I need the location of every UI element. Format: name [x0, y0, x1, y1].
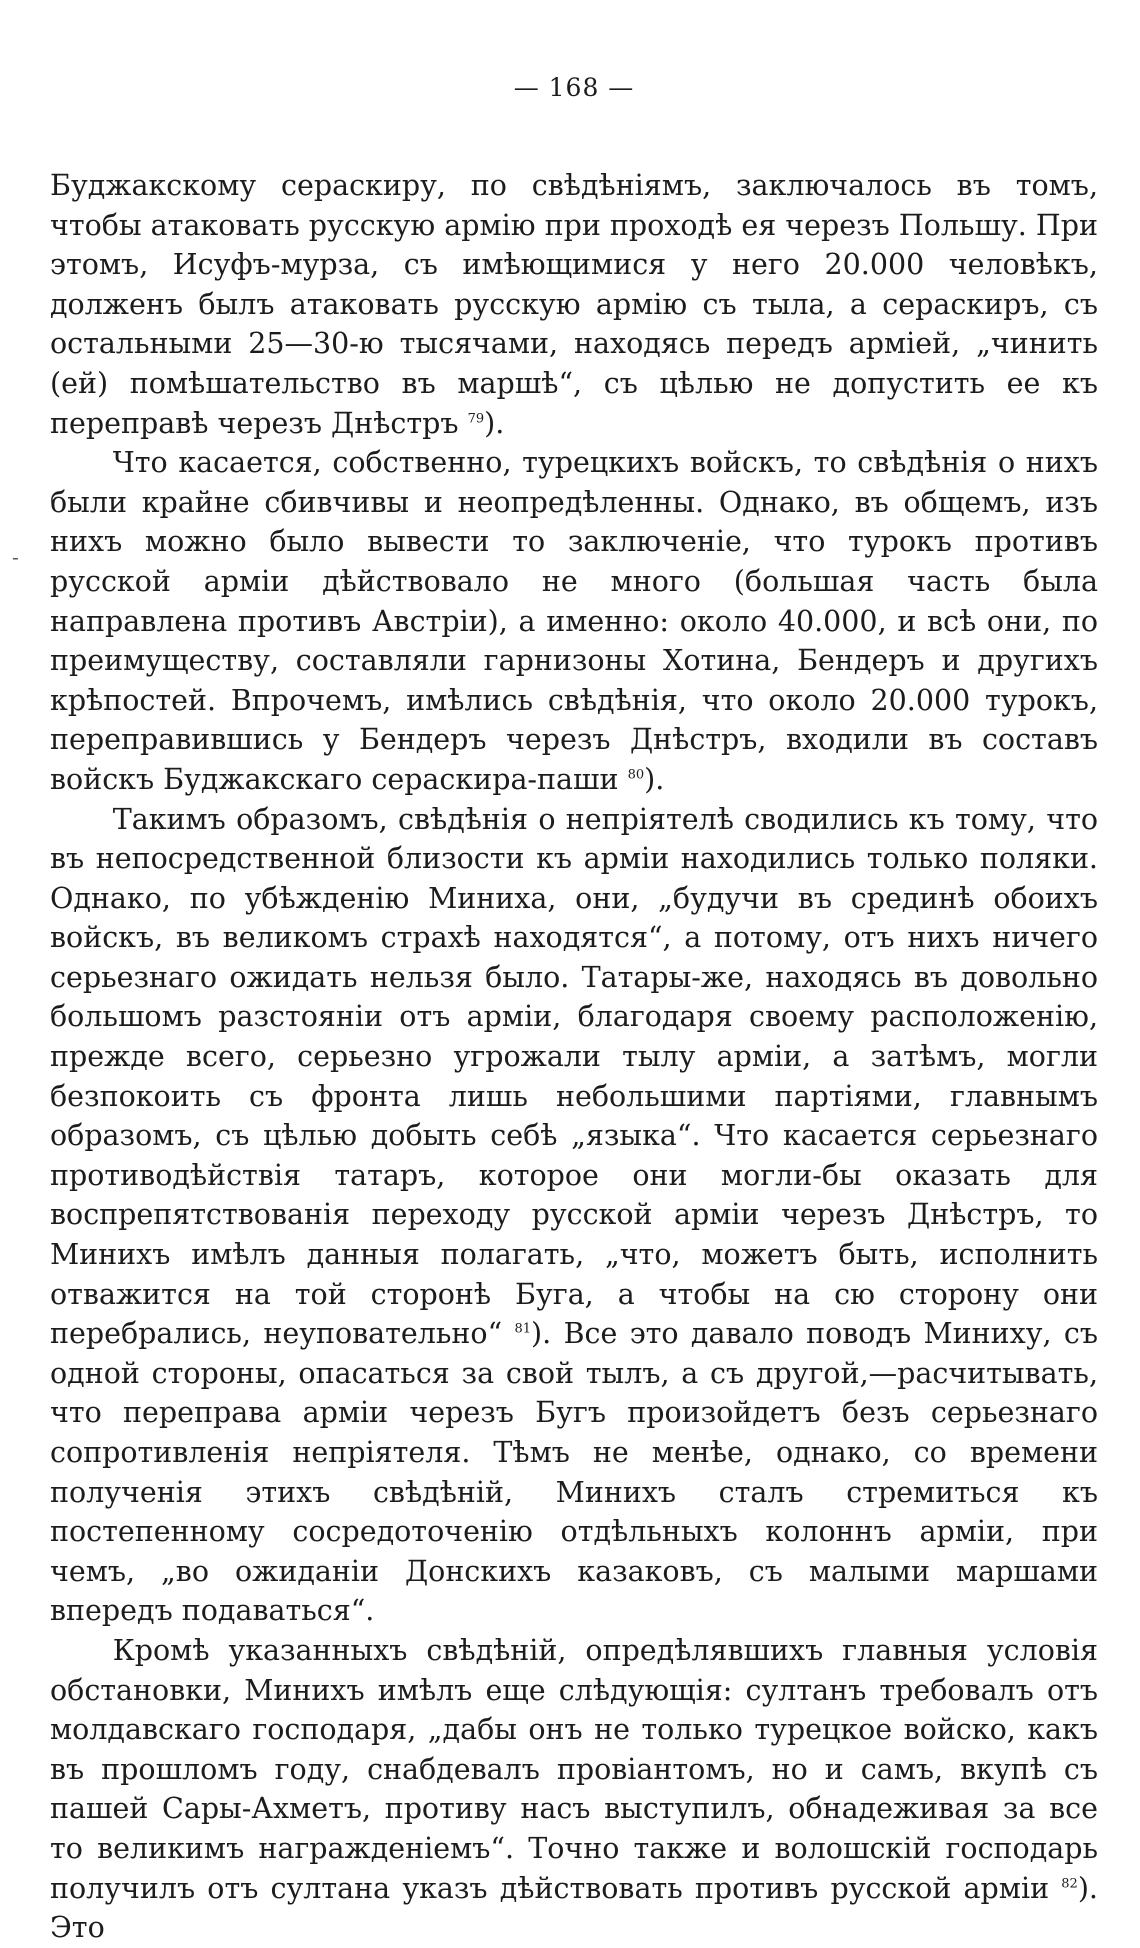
paragraph-text: ). Это: [50, 1871, 1098, 1945]
margin-mark: -: [12, 545, 19, 569]
paragraph: [50, 1631, 1098, 1948]
paragraph-text: Такимъ образомъ, свѣдѣнія о непріятелѣ сводились къ тому, что въ непосредственной близости къ арміи находились только поляки. Однако, по убѣжденію Миниха, они, „будучи въ срединѣ обоихъ войскъ, въ великомъ страхѣ находятся“, а потому, отъ нихъ ничего серьезнаго ожидать нельзя было. Татары-же, находясь въ довольно большомъ разстояніи отъ арміи, благодаря своему расположенію, прежде всего, серьезно угрожали тылу арміи, а затѣмъ, могли безпокоить съ фронта лишь небольшими партіями, главнымъ образомъ, съ цѣлью добыть себѣ „языка“. Что касается серьезнаго противодѣйствія татаръ, которое они могли-бы оказать для воспрепятствованія переходу русской арміи черезъ Днѣстръ, то Минихъ имѣлъ данныя полагать, „что, можетъ быть, исполнить отважится на той сторонѣ Буга, а чтобы на сю сторону они перебрались, неуповательно“: [50, 802, 1098, 1351]
footnote-ref: 81: [514, 1321, 532, 1337]
footnote-ref: 82: [1061, 1876, 1078, 1892]
paragraph-text: ).: [644, 762, 665, 796]
footnote-ref: 80: [627, 767, 645, 783]
paragraph-text: Буджакскому сераскиру, по свѣдѣніямъ, заключалось въ томъ, чтобы атаковать русскую армію при проходѣ ея черезъ Польшу. При этомъ, Исуфъ-мурза, съ имѣющимися у него 20.000 человѣкъ, долженъ былъ атаковать русскую армію съ тыла, а сераскиръ, съ остальными 25—30-ю тысячами, находясь передъ арміей, „чинить (ей) помѣшательство въ маршѣ“, съ цѣлью не допустить ее къ переправѣ черезъ Днѣстръ: [50, 169, 1098, 440]
paragraph: [50, 166, 1098, 443]
paragraph-text: ). Все это давало поводъ Миниху, съ одной стороны, опасаться за свой тылъ, а съ другой,—расчитывать, что переправа арміи черезъ Бугъ произойдетъ безъ серьезнаго сопротивленія непріятеля. Тѣмъ не менѣе, однако, со времени полученія этихъ свѣдѣній, Минихъ сталъ стремиться къ постепенному сосредоточенію отдѣльныхъ колоннъ арміи, при чемъ, „во ожиданіи Донскихъ казаковъ, съ малыми маршами впередъ подаваться“.: [50, 1317, 1099, 1628]
paragraph-text: ).: [484, 406, 505, 440]
paragraph-text: Кромѣ указанныхъ свѣдѣній, опредѣлявшихъ главныя условія обстановки, Минихъ имѣлъ еще слѣдующія: султанъ требовалъ отъ молдавскаго господаря, „дабы онъ не только турецкое войско, какъ въ прошломъ году, снабдевалъ провіантомъ, но и самъ, вкупѣ съ пашей Сары-Ахметъ, противу насъ выступилъ, обнадеживая за все то великимъ награжденіемъ“. Точно также и волошскій господарь получилъ отъ султана указъ дѣйствовать противъ русской арміи: [50, 1633, 1098, 1905]
footnote-ref: 79: [467, 411, 485, 427]
page-number: — 168 —: [513, 73, 635, 102]
paragraph: [50, 443, 1098, 799]
paragraph-text: Что касается, собственно, турецкихъ войскъ, то свѣдѣнія о нихъ были крайне сбивчивы и неопредѣленны. Однако, въ общемъ, изъ нихъ можно было вывести то заключеніе, что турокъ противъ русской арміи дѣйствовало не много (большая часть была направлена противъ Австріи), а именно: около 40.000, и всѣ они, по преимуществу, составляли гарнизоны Хотина, Бендеръ и другихъ крѣпостей. Впрочемъ, имѣлись свѣдѣнія, что около 20.000 турокъ, переправившись у Бендеръ черезъ Днѣстръ, входили въ составъ войскъ Буджакскаго сераскира-паши: [50, 446, 1098, 796]
body-text: [50, 166, 1098, 1948]
paragraph: [50, 800, 1098, 1631]
